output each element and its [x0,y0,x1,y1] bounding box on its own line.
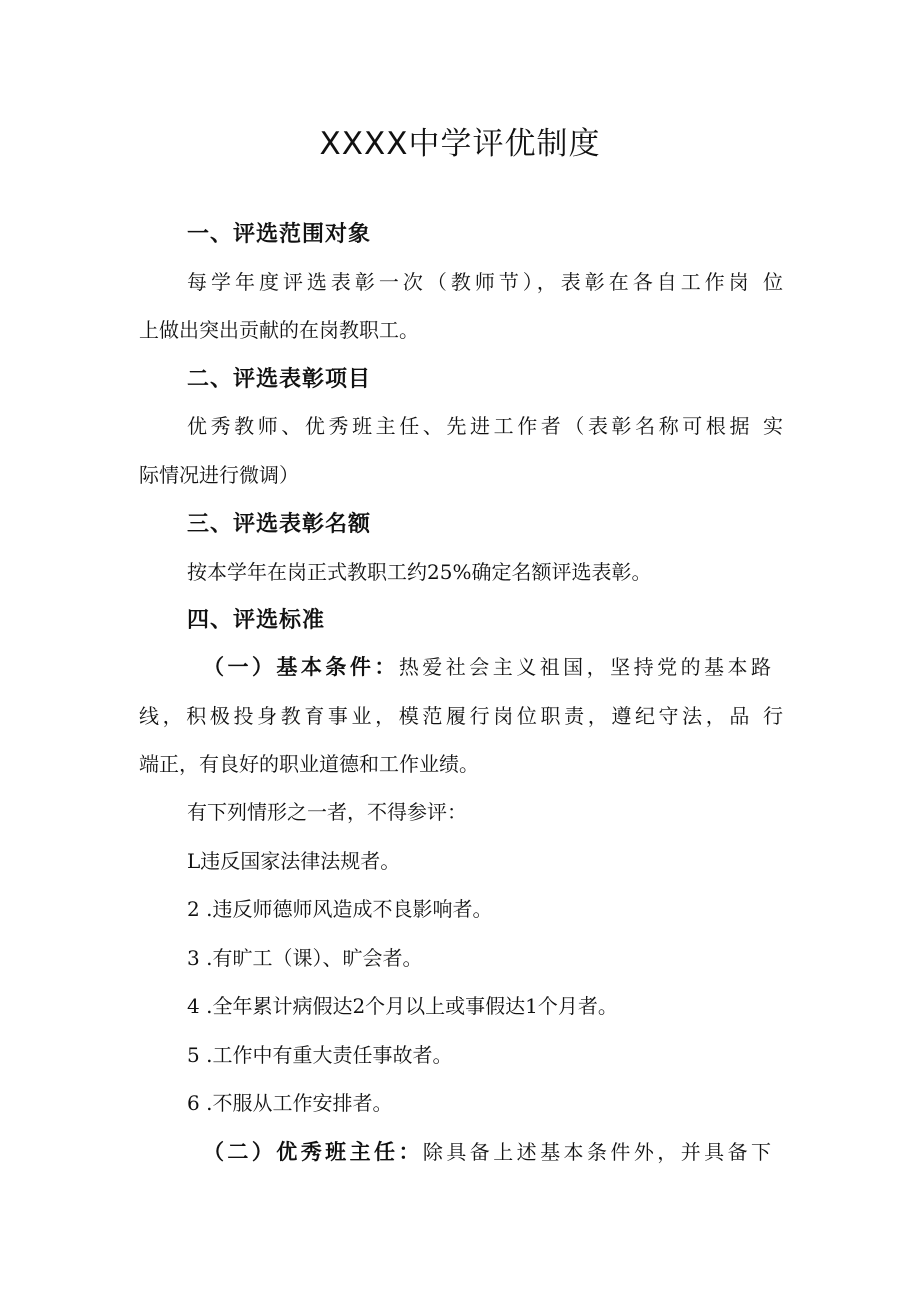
exclusion-item: 4 .全年累计病假达2个月以上或事假达1个月者。 [187,994,618,1018]
basic-conditions-line [203,651,771,681]
head-teacher-label: （二）优秀班主任： [203,1140,423,1164]
section-heading-scope: 一、评选范围对象 [187,222,372,247]
head-teacher-text: 除具备上述基本条件外，并具备下 [422,1140,772,1164]
section-heading-criteria: 四、评选标准 [187,608,326,633]
section-heading-items: 二、评选表彰项目 [187,367,372,392]
exclusion-intro: 有下列情形之一者，不得参评： [187,800,467,824]
paragraph-line: 按本学年在岗正式教职工约25%确定名额评选表彰。 [187,560,652,584]
head-teacher-line [203,1136,771,1166]
paragraph-line: 上做出突出贡献的在岗教职工。 [139,318,419,342]
exclusion-item: 5 .工作中有重大责任事故者。 [187,1043,453,1067]
exclusion-item: 6 .不服从工作安排者。 [187,1091,393,1115]
paragraph-line: 线，积极投身教育事业，模范履行岗位职责，遵纪守法，品 行 [139,704,783,728]
exclusion-item: 2 .违反师德师风造成不良影响者。 [187,897,493,921]
paragraph-line: 端正，有良好的职业道德和工作业绩。 [139,752,479,776]
basic-conditions-label: （一）基本条件： [203,655,399,679]
paragraph-line: 优秀教师、优秀班主任、先进工作者（表彰名称可根据 实 [187,414,783,438]
exclusion-item: L违反国家法律法规者。 [187,849,401,873]
basic-conditions-text: 热爱社会主义祖国，坚持党的基本路 [398,655,772,679]
section-heading-quota: 三、评选表彰名额 [187,512,372,537]
paragraph-line: 每学年度评选表彰一次（教师节），表彰在各自工作岗 位 [187,270,783,294]
document-title: XXXX中学评优制度 [319,126,601,162]
exclusion-item: 3 .有旷工（课）、旷会者。 [187,946,423,970]
paragraph-line: 际情况进行微调） [139,463,299,487]
